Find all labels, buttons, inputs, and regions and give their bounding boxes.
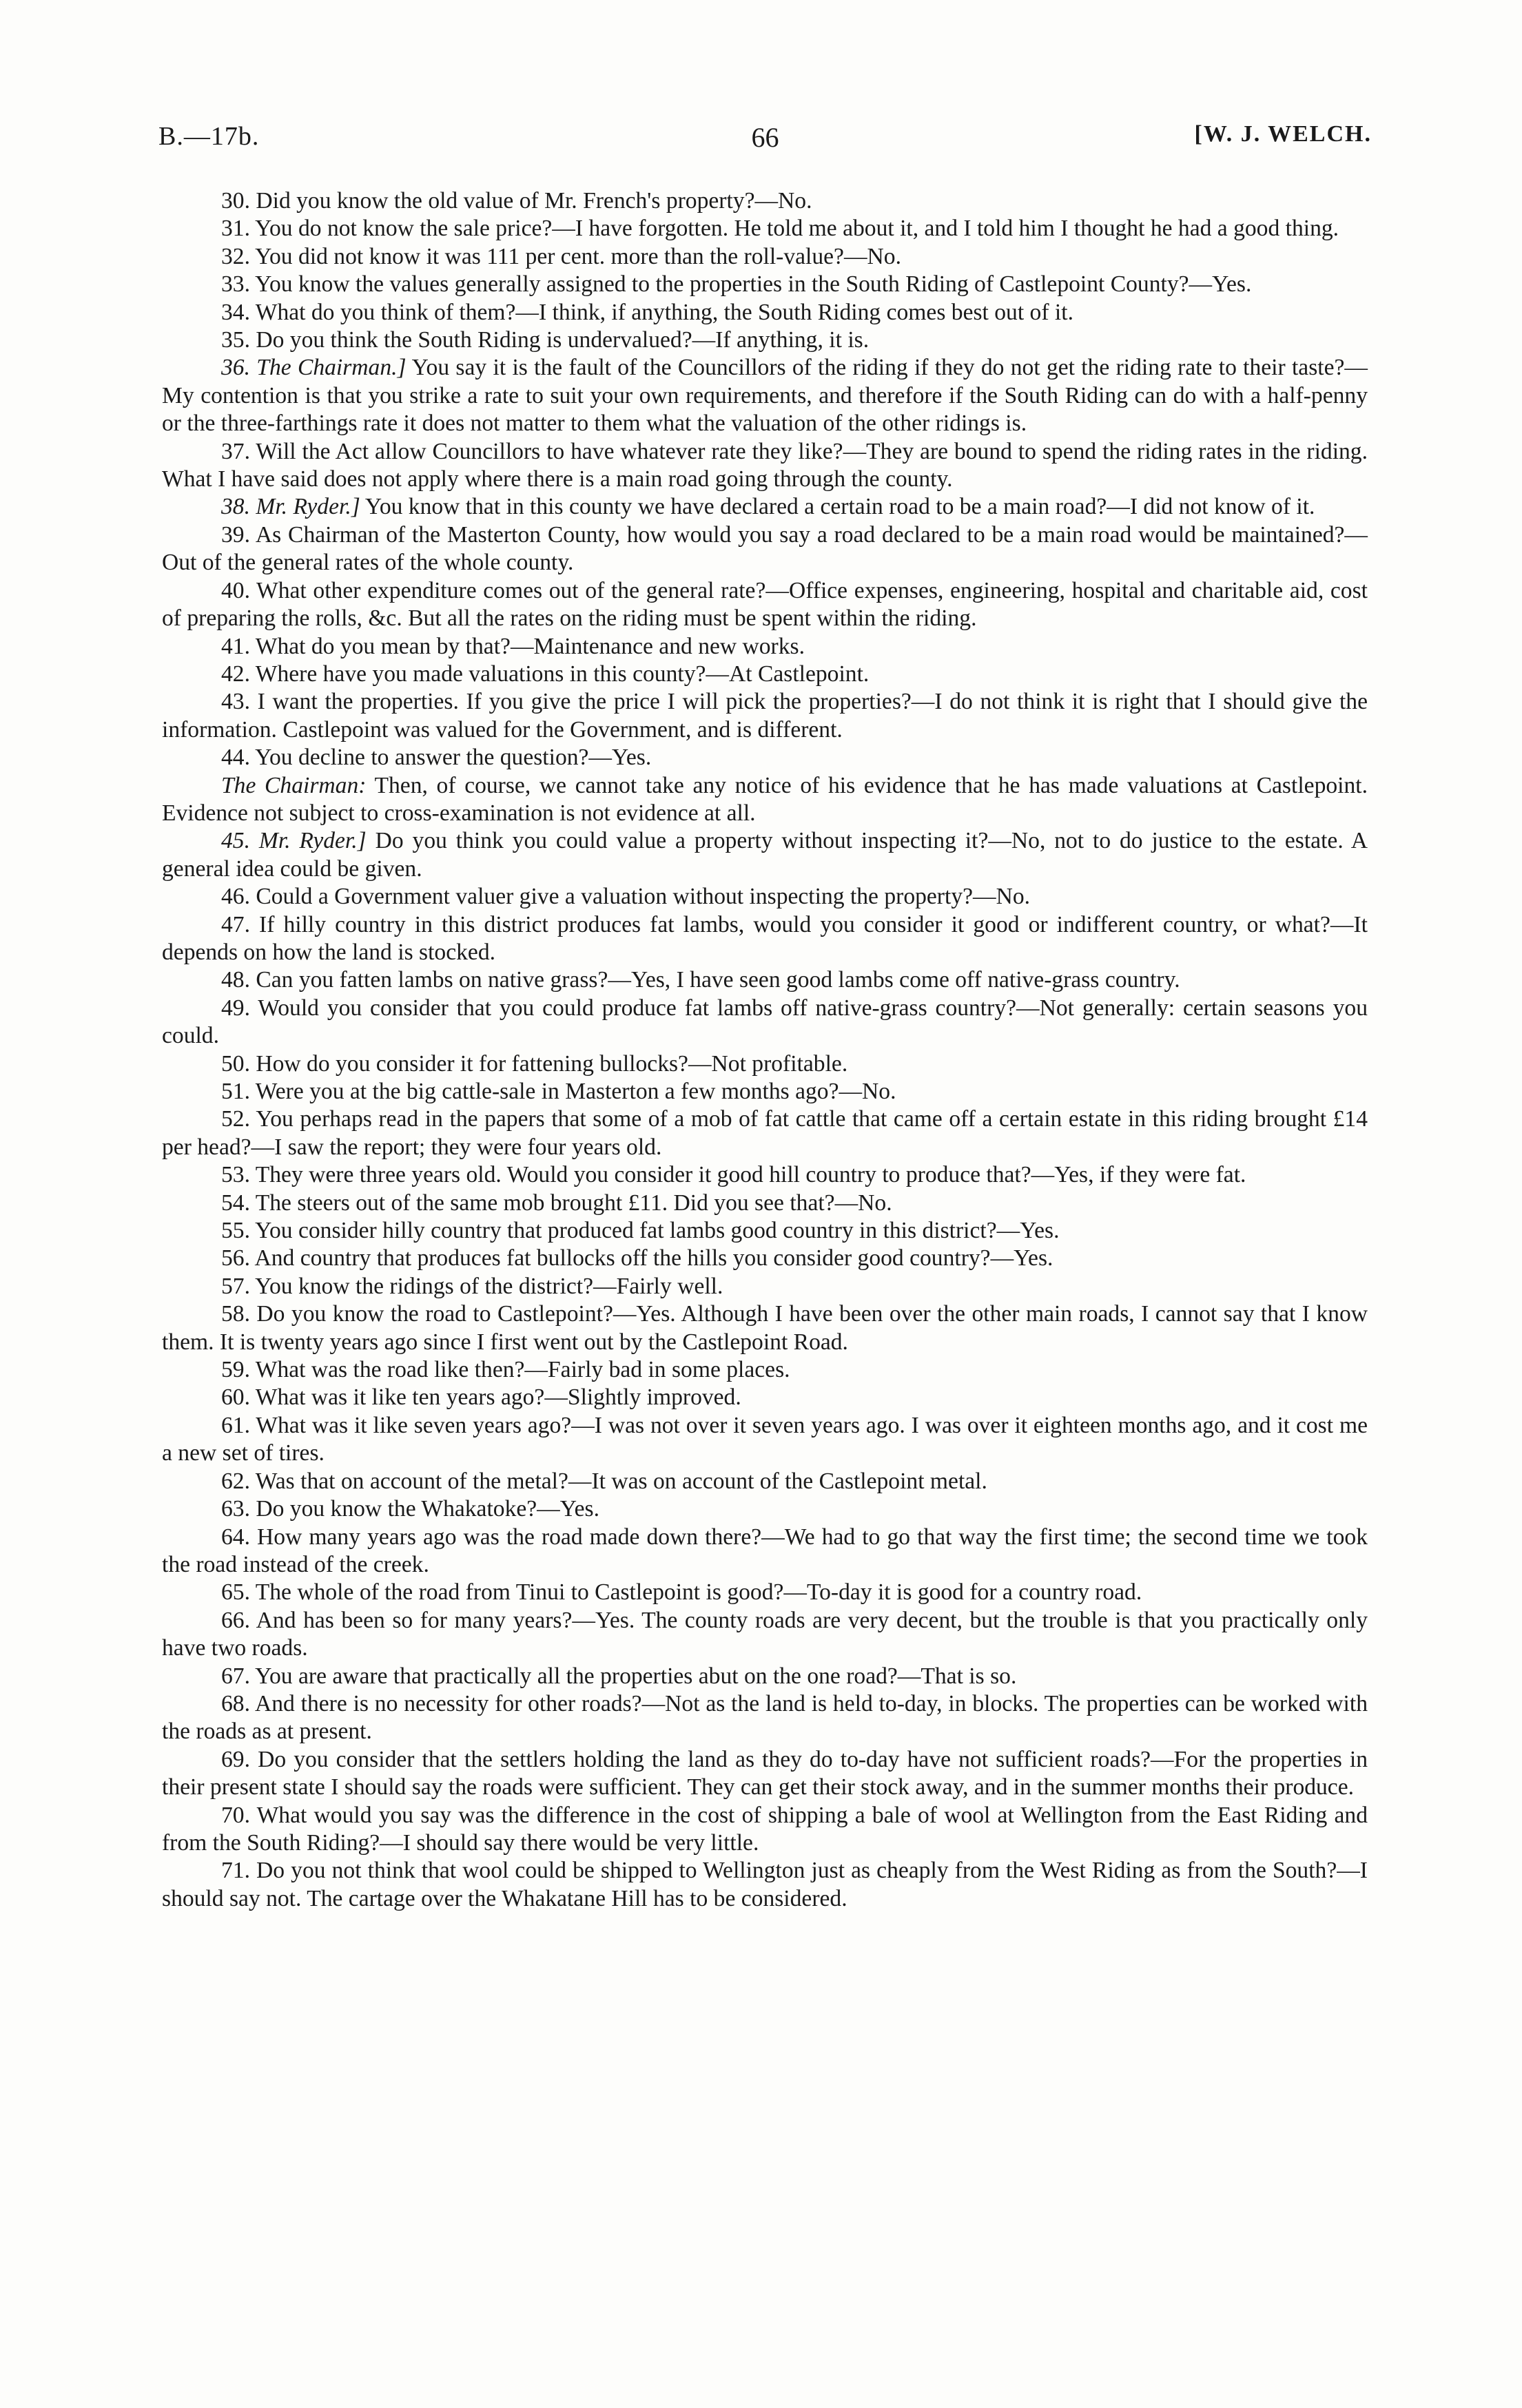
paragraph-text: 43. I want the properties. If you give the price I will pick the properties?—I do not think it is right that I should give the information. Castlepoint was valued for the Government, and is different.	[162, 689, 1368, 743]
speaker-attribution: 45. Mr. Ryder.]	[221, 828, 367, 854]
transcript-paragraph	[162, 1300, 1368, 1356]
paragraph-text: 33. You know the values generally assigned to the properties in the South Riding of Castlepoint County?—Yes.	[221, 271, 1252, 298]
transcript-paragraph	[162, 1495, 1368, 1523]
document-reference: B.—17b.	[158, 122, 260, 151]
paragraph-text: 31. You do not know the sale price?—I have forgotten. He told me about it, and I told him I thought he had a good thing.	[221, 216, 1339, 242]
transcript-paragraph	[162, 187, 1368, 215]
transcript-paragraph	[162, 744, 1368, 771]
transcript-paragraph	[162, 1106, 1368, 1161]
paragraph-text: Do you think you could value a property without inspecting it?—No, not to do justice to the estate. A general idea could be given.	[162, 828, 1368, 882]
paragraph-text: 41. What do you mean by that?—Maintenance and new works.	[221, 633, 805, 659]
paragraph-text: 70. What would you say was the difference in the cost of shipping a bale of wool at Wellington from the East Riding and from the South Riding?—I should say there would be very little.	[162, 1802, 1368, 1856]
paragraph-text: 44. You decline to answer the question?—Yes.	[221, 745, 652, 771]
paragraph-text: 58. Do you know the road to Castlepoint?—Yes. Although I have been over the other main roads, I cannot say that I know them. It is twenty years ago since I first went out by the Castlepoint Road.	[162, 1301, 1368, 1355]
transcript-paragraph	[162, 243, 1368, 271]
paragraph-text: 47. If hilly country in this district produces fat lambs, would you consider it good or indifferent country, or what?—It depends on how the land is stocked.	[162, 911, 1368, 965]
paragraph-text: 61. What was it like seven years ago?—I was not over it seven years ago. I was over it eighteen months ago, and it cost me a new set of tires.	[162, 1412, 1368, 1466]
paragraph-text: 32. You did not know it was 111 per cent. more than the roll-value?—No.	[221, 243, 901, 269]
transcript-paragraph	[162, 633, 1368, 661]
paragraph-text: 40. What other expenditure comes out of the general rate?—Office expenses, engineering, hospital and charitable aid, cost of preparing the rolls, &c. But all the rates on the riding must be spent within the riding.	[162, 577, 1368, 632]
transcript-paragraph	[162, 1078, 1368, 1106]
paragraph-text: 66. And has been so for many years?—Yes. The county roads are very decent, but the trouble is that you practically only have two roads.	[162, 1607, 1368, 1661]
paragraph-text: 35. Do you think the South Riding is undervalued?—If anything, it is.	[221, 327, 870, 353]
paragraph-text: 60. What was it like ten years ago?—Slightly improved.	[221, 1384, 741, 1411]
transcript-paragraph	[162, 1273, 1368, 1300]
transcript-paragraph	[162, 1245, 1368, 1272]
transcript-paragraph	[162, 1857, 1368, 1913]
transcript-paragraph	[162, 911, 1368, 967]
transcript-paragraph	[162, 1663, 1368, 1690]
paragraph-text: 46. Could a Government valuer give a valuation without inspecting the property?—No.	[221, 884, 1031, 910]
transcript-paragraph	[162, 1161, 1368, 1189]
paragraph-text: 39. As Chairman of the Masterton County, how would you say a road declared to be a main road would be maintained?—Out of the general rates of the whole county.	[162, 521, 1368, 576]
paragraph-text: 54. The steers out of the same mob brought £11. Did you see that?—No.	[221, 1190, 892, 1216]
paragraph-text: 42. Where have you made valuations in this county?—At Castlepoint.	[221, 661, 870, 687]
transcript-paragraph	[162, 493, 1368, 521]
paragraph-text: You know that in this county we have declared a certain road to be a main road?—I did not know of it.	[360, 494, 1315, 520]
transcript-paragraph	[162, 1802, 1368, 1858]
paragraph-text: 62. Was that on account of the metal?—It was on account of the Castlepoint metal.	[221, 1468, 987, 1494]
transcript-paragraph	[162, 1746, 1368, 1802]
paragraph-text: 53. They were three years old. Would you consider it good hill country to produce that?—Yes, if they were fat.	[221, 1162, 1246, 1188]
transcript-paragraph	[162, 1690, 1368, 1746]
transcript-paragraph	[162, 1468, 1368, 1495]
paragraph-text: 56. And country that produces fat bullocks off the hills you consider good country?—Yes.	[221, 1245, 1053, 1272]
transcript-paragraph	[162, 688, 1368, 744]
paragraph-text: 68. And there is no necessity for other roads?—Not as the land is held to-day, in blocks. The properties can be worked with the roads as at present.	[162, 1690, 1368, 1745]
paragraph-text: 37. Will the Act allow Councillors to have whatever rate they like?—They are bound to spend the riding rates in the riding. What I have said does not apply where there is a main road going through the county.	[162, 438, 1368, 492]
transcript-paragraph	[162, 1579, 1368, 1606]
paragraph-text: 63. Do you know the Whakatoke?—Yes.	[221, 1496, 600, 1522]
paragraph-text: You say it is the fault of the Councillors of the riding if they do not get the riding rate to their taste?—My contention is that you strike a rate to suit your own requirements, and therefore if the South Riding can do with a half-penny or the three-farthings rate it does not matter to them what the valuation of the other ridings is.	[162, 355, 1368, 437]
transcript-paragraph	[162, 299, 1368, 326]
transcript-paragraph	[162, 966, 1368, 994]
transcript-paragraph	[162, 215, 1368, 242]
transcript-paragraph	[162, 438, 1368, 494]
transcript-paragraph	[162, 1524, 1368, 1579]
transcript-paragraph	[162, 1050, 1368, 1078]
transcript-paragraph	[162, 326, 1368, 354]
transcript-paragraph	[162, 827, 1368, 883]
paragraph-text: 65. The whole of the road from Tinui to Castlepoint is good?—To-day it is good for a country road.	[221, 1579, 1142, 1606]
transcript-paragraph	[162, 1190, 1368, 1217]
transcript-paragraph	[162, 661, 1368, 688]
page-number: 66	[751, 122, 779, 153]
speaker-attribution: The Chairman:	[221, 772, 367, 798]
page-header	[158, 121, 1372, 163]
paragraph-text: 55. You consider hilly country that produced fat lambs good country in this district?—Yes.	[221, 1218, 1060, 1244]
transcript-paragraph	[162, 883, 1368, 911]
paragraph-text: 67. You are aware that practically all the properties abut on the one road?—That is so.	[221, 1663, 1017, 1689]
speaker-attribution: 36. The Chairman.]	[221, 355, 407, 381]
paragraph-text: 69. Do you consider that the settlers holding the land as they do to-day have not sufficient roads?—For the properties in their present state I should say the roads were sufficient. They can get their stock away, and in the summer months their produce.	[162, 1746, 1368, 1800]
paragraph-text: Then, of course, we cannot take any notice of his evidence that he has made valuations at Castlepoint. Evidence not subject to cross-examination is not evidence at all.	[162, 772, 1368, 826]
transcript-paragraph	[162, 1217, 1368, 1245]
paragraph-text: 51. Were you at the big cattle-sale in Masterton a few months ago?—No.	[221, 1079, 896, 1104]
paragraph-text: 49. Would you consider that you could produce fat lambs off native-grass country?—Not generally: certain seasons you could.	[162, 995, 1368, 1049]
transcript-paragraph	[162, 354, 1368, 437]
transcript-paragraph	[162, 772, 1368, 828]
paragraph-text: 48. Can you fatten lambs on native grass?—Yes, I have seen good lambs come off native-grass country.	[221, 967, 1180, 993]
paragraph-text: 57. You know the ridings of the district?—Fairly well.	[221, 1273, 723, 1299]
paragraph-text: 64. How many years ago was the road made down there?—We had to go that way the first time; the second time we took the road instead of the creek.	[162, 1524, 1368, 1577]
transcript-paragraph	[162, 1356, 1368, 1384]
transcript-paragraph	[162, 577, 1368, 633]
transcript-paragraph	[162, 1607, 1368, 1663]
paragraph-text: 52. You perhaps read in the papers that some of a mob of fat cattle that came off a certain estate in this riding brought £14 per head?—I saw the report; they were four years old.	[162, 1106, 1368, 1160]
paragraph-text: 30. Did you know the old value of Mr. French's property?—No.	[221, 188, 812, 214]
transcript-body	[162, 187, 1368, 1913]
witness-name: [W. J. WELCH.	[1194, 121, 1372, 147]
paragraph-text: 50. How do you consider it for fattening bullocks?—Not profitable.	[221, 1050, 848, 1077]
transcript-paragraph	[162, 271, 1368, 298]
paragraph-text: 71. Do you not think that wool could be shipped to Wellington just as cheaply from the West Riding as from the South?—I should say not. The cartage over the Whakatane Hill has to be considered.	[162, 1858, 1368, 1911]
speaker-attribution: 38. Mr. Ryder.]	[221, 494, 360, 520]
paragraph-text: 59. What was the road like then?—Fairly bad in some places.	[221, 1357, 790, 1383]
transcript-paragraph	[162, 1384, 1368, 1411]
transcript-paragraph	[162, 1412, 1368, 1468]
transcript-paragraph	[162, 995, 1368, 1050]
paragraph-text: 34. What do you think of them?—I think, if anything, the South Riding comes best out of it.	[221, 299, 1073, 325]
transcript-paragraph	[162, 521, 1368, 577]
